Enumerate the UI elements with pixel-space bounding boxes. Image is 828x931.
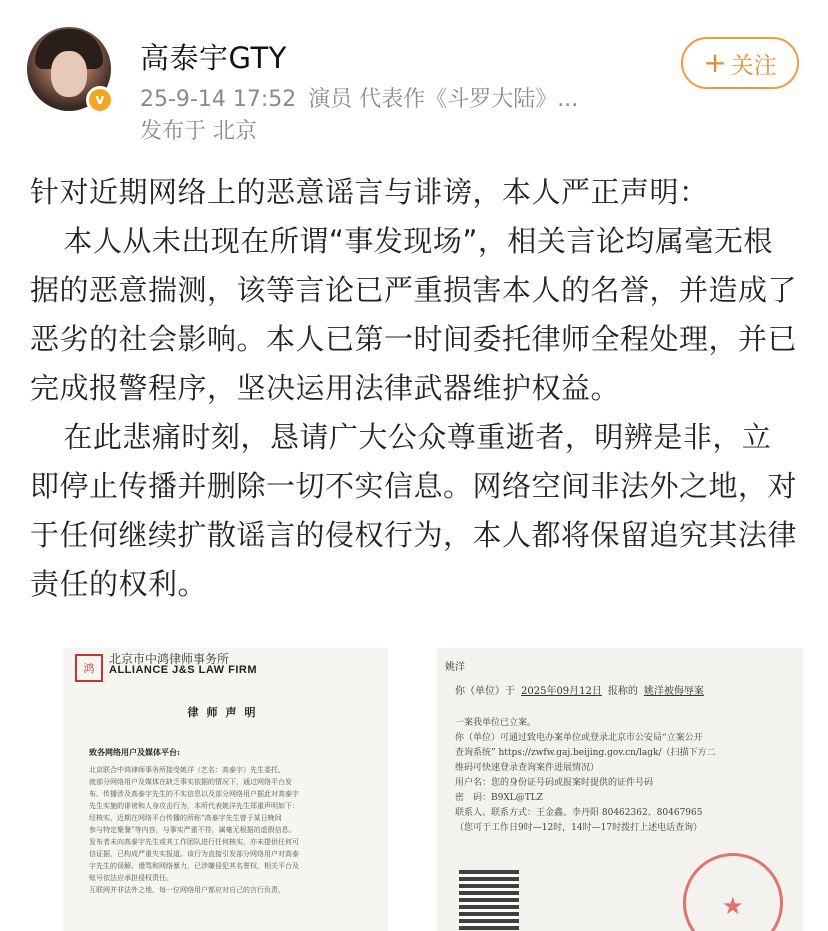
document-line: 宇先生的误解、谩骂和网络暴力，已涉嫌侵犯其名誉权，相关平台及 [89, 862, 299, 870]
post-paragraph: 本人从未出现在所谓“事发现场”，相关言论均属毫无根据的恶意揣测，该等言论已严重损害本人的名誉，并造成了恶劣的社会影响。本人已第一时间委托律师全程处理，并已完成报警程序，坚决运用法律武器维护权益。 [30, 224, 798, 405]
notice-first-line [455, 682, 710, 697]
notice-line: （您可于工作日9时—12时，14时—17时拨打上述电话查询） [455, 823, 703, 833]
notice-prefix: 你（单位）于 [455, 686, 515, 697]
official-seal-icon [683, 853, 783, 931]
post-meta [140, 82, 590, 113]
law-firm-name-cn: 北京市中鸿律师事务所 [109, 652, 230, 666]
document-line: 北京联合中鸿律师事务所接受姚洋（艺名：高泰宇）先生委托， [89, 766, 285, 774]
document-title: 律师声明 [187, 706, 264, 719]
username[interactable]: 高泰宇GTY [140, 41, 287, 75]
plus-icon: + [703, 46, 727, 79]
document-line: 发布者未向高泰宇先生或其工作团队进行任何核实，亦未提供任何可 [89, 838, 299, 846]
document-text [89, 746, 359, 896]
post-images [63, 648, 803, 931]
document-line: 先生实施的诽谤和人身攻击行为，本所代表姚洋先生郑重声明如下： [89, 802, 299, 810]
document-addressee: 致各网络用户及媒体平台: [89, 747, 180, 757]
document-line: 账号依法应承担侵权责任。 [89, 874, 173, 882]
notice-line: 你（单位）可通过致电办案单位或登录北京市公安局“立案公开 [455, 733, 703, 743]
document-line: 参与特定聚餐”等内容，与事实严重不符，属毫无根据的虚假信息。 [89, 826, 296, 834]
follow-button[interactable] [681, 37, 799, 89]
post-header [0, 0, 828, 160]
notice-line: 密 码：B9XL@TLZ [455, 793, 543, 803]
notice-line: 查询系统” https://zwfw.gaj.beijing.gov.cn/lagk/（扫描下方二 [455, 748, 716, 758]
post-location: 发布于 北京 [140, 119, 257, 144]
user-bio: 演员 代表作《斗罗大陆》... [308, 87, 579, 112]
post-paragraph: 在此悲痛时刻，恳请广大公众尊重逝者，明辨是非，立即停止传播并删除一切不实信息。网络空间非法外之地，对于任何继续扩散谣言的侵权行为，本人都将保留追究其法律责任的权利。 [30, 420, 798, 601]
notice-body [455, 716, 795, 836]
notice-line: 一案我单位已立案。 [455, 718, 537, 728]
document-line: 布、传播涉及高泰宇先生的不实信息以及部分网络用户据此对高泰宇 [89, 790, 299, 798]
document-line: 经核实，近期在网络平台传播的所称“高泰宇先生曾于某日晚间 [89, 814, 282, 822]
document-line: 信证据，已构成严重失实报道。该行为直接引发部分网络用户对高泰 [89, 850, 299, 858]
notice-line: 维码可快速登录查询案件进展情况） [455, 763, 600, 773]
verified-badge-icon: v [86, 86, 114, 114]
notice-recipient: 姚洋 [445, 662, 465, 673]
notice-mid: 报称的 [607, 686, 638, 697]
notice-line: 用户名：您的身份证号码或报案时提供的证件号码 [455, 778, 654, 788]
post-body [30, 168, 800, 609]
post-datetime: 25-9-14 17:52 [140, 87, 297, 112]
notice-line: 联系人、联系方式：王金鑫、李丹阳 80462362、80467965 [455, 808, 703, 818]
police-notice-image[interactable] [437, 648, 803, 931]
notice-case: 姚洋被侮辱案 [643, 686, 704, 697]
document-line: 就部分网络用户及媒体在缺乏事实依据的情况下，通过网络平台发 [89, 778, 292, 786]
lawyer-statement-image[interactable] [63, 648, 388, 931]
post-paragraph: 针对近期网络上的恶意谣言与诽谤，本人严正声明： [30, 175, 709, 209]
notice-date: 2025年09月12日 [521, 686, 602, 697]
qr-code-icon [459, 870, 519, 930]
law-firm-logo-icon: 鸿 [75, 654, 103, 682]
law-firm-name-en: ALLIANCE J&S LAW FIRM [109, 664, 257, 676]
avatar-face [51, 51, 87, 97]
document-line: 互联网并非法外之地，每一位网络用户都应对自己的言行负责， [89, 886, 285, 894]
seal-star-icon: ★ [722, 892, 744, 920]
follow-label: 关注 [730, 52, 777, 79]
